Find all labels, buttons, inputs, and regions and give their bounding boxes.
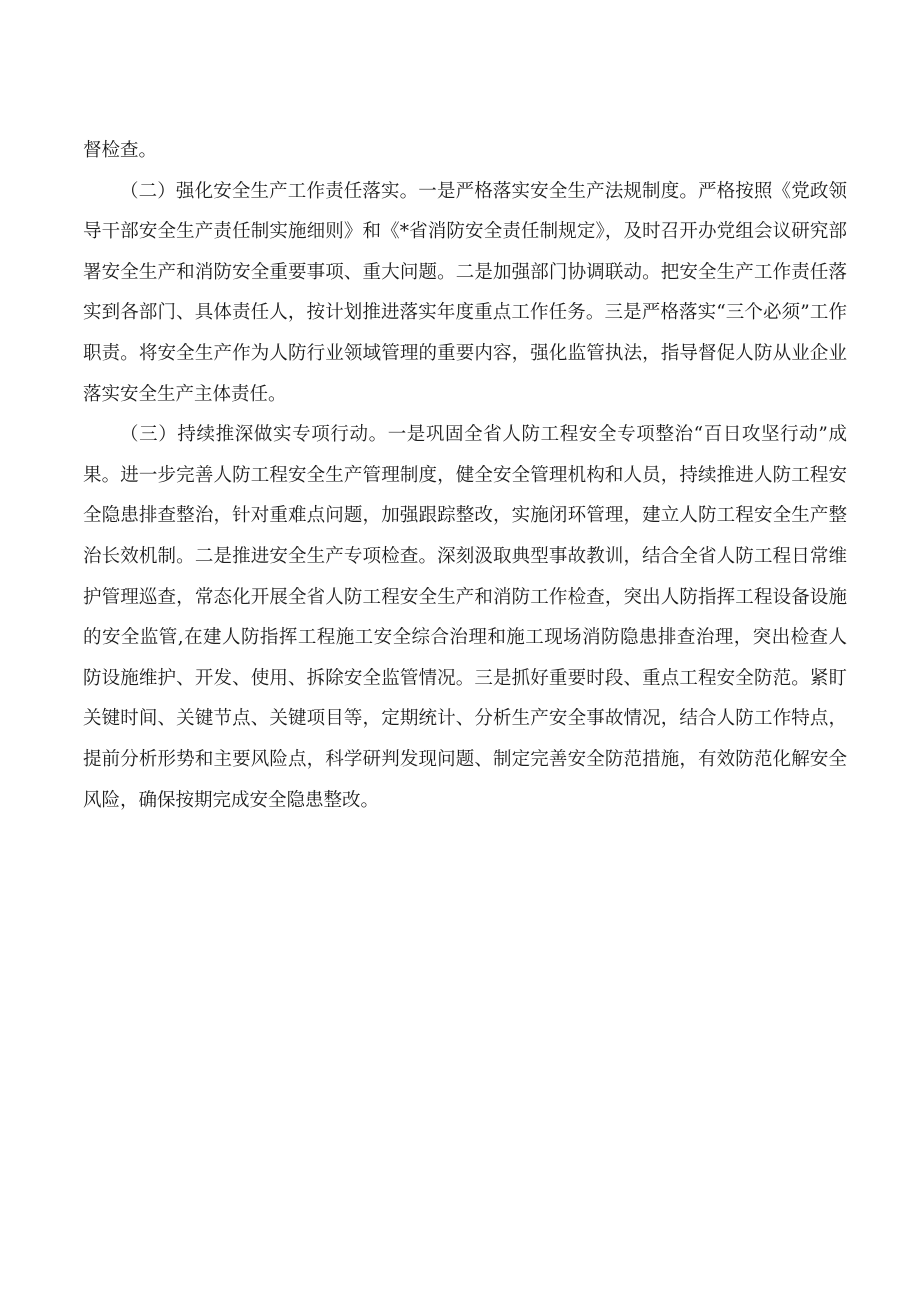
paragraph-section-2: （二）强化安全生产工作责任落实。一是严格落实安全生产法规制度。严格按照《党政领导干部安全生产责任制实施细则》和《*省消防安全责任制规定》，及时召开办党组会议研究部署安全生产和消防安全重要事项、重大问题。二是加强部门协调联动。把安全生产工作责任落实到各部门、具体责任人，按计划推进落实年度重点工作任务。三是严格落实“三个必须”工作职责。将安全生产作为人防行业领域管理的重要内容，强化监管执法，指导督促人防从业企业落实安全生产主体责任。 [83,180,847,405]
paragraph-continuation: 督检查。 [83,140,158,161]
document-body [83,131,847,821]
paragraph-section-3: （三）持续推深做实专项行动。一是巩固全省人防工程安全专项整治“百日攻坚行动”成果。进一步完善人防工程安全生产管理制度，健全安全管理机构和人员，持续推进人防工程安全隐患排查整治，针对重难点问题，加强跟踪整改，实施闭环管理，建立人防工程安全生产整治长效机制。二是推进安全生产专项检查。深刻汲取典型事故教训，结合全省人防工程日常维护管理巡查，常态化开展全省人防工程安全生产和消防工作检查，突出人防指挥工程设备设施的安全监管,在建人防指挥工程施工安全综合治理和施工现场消防隐患排查治理，突出检查人防设施维护、开发、使用、拆除安全监管情况。三是抓好重要时段、重点工程安全防范。紧盯关键时间、关键节点、关键项目等，定期统计、分析生产安全事故情况，结合人防工作特点，提前分析形势和主要风险点，科学研判发现问题、制定完善安全防范措施，有效防范化解安全风险，确保按期完成安全隐患整改。 [83,424,847,811]
